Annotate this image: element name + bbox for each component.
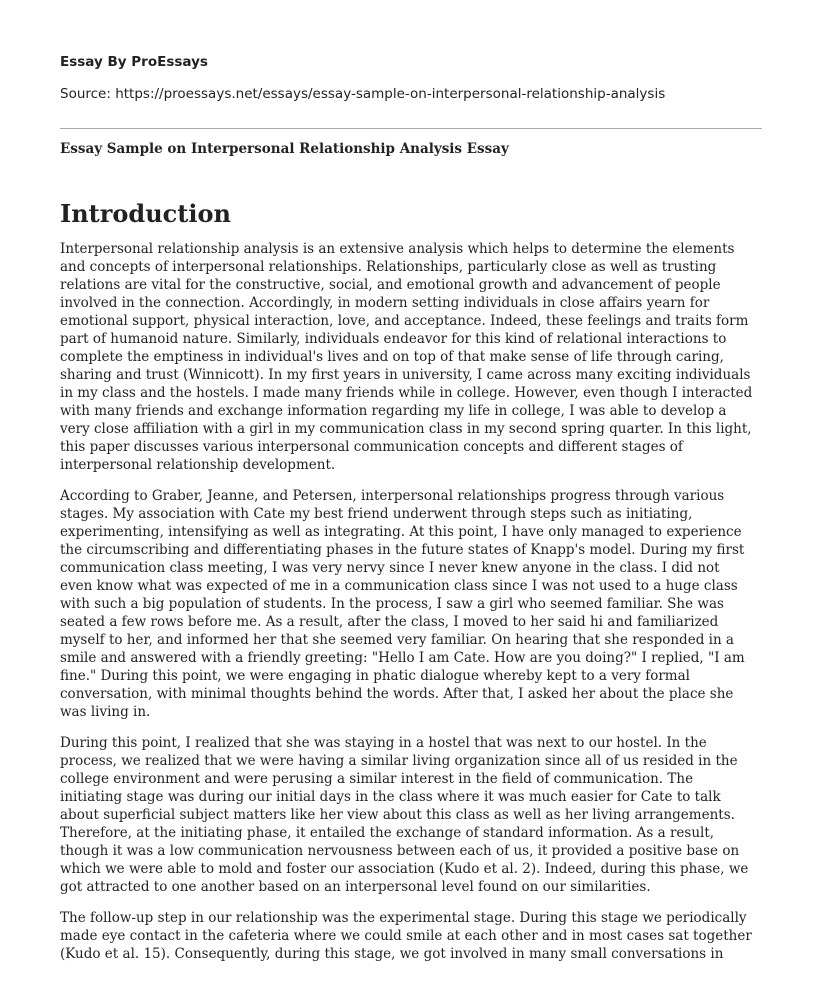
paragraph-line: Interpersonal relationship analysis is an extensive analysis which helps to determine the elements bbox=[60, 241, 735, 257]
paragraph-line: about superficial subject matters like her view about this class as well as her living arrangements. bbox=[60, 807, 735, 823]
paragraph-line: fine." During this point, we were engaging in phatic dialogue whereby kept to a very formal bbox=[60, 668, 690, 684]
paragraph bbox=[60, 909, 768, 963]
paragraph-line: with many friends and exchange information regarding my life in college, I was able to develop a bbox=[60, 403, 727, 419]
paragraph-line: emotional support, physical interaction, love, and acceptance. Indeed, these feelings and traits form bbox=[60, 313, 749, 329]
paragraph-line: with such a big population of students. In the process, I saw a girl who seemed familiar. She was bbox=[60, 596, 724, 612]
paragraph-line: very close affiliation with a girl in my communication class in my second spring quarter. In this light, bbox=[60, 421, 752, 437]
paragraph-line: in my class and the hostels. I made many friends while in college. However, even though I interacted bbox=[60, 385, 753, 401]
paragraph-line: initiating stage was during our initial days in the class where it was much easier for Cate to talk bbox=[60, 789, 721, 805]
divider bbox=[60, 128, 762, 129]
paragraph-line: During this point, I realized that she was staying in a hostel that was next to our hostel. In the bbox=[60, 735, 707, 751]
paragraph bbox=[60, 240, 768, 474]
paragraph-line: the circumscribing and differentiating phases in the future states of Knapp's model. During my first bbox=[60, 542, 745, 558]
paragraph-line: process, we realized that we were having a similar living organization since all of us resided in the bbox=[60, 753, 738, 769]
essay-title: Essay Sample on Interpersonal Relationship Analysis Essay bbox=[60, 141, 509, 157]
paragraph-line: relations are vital for the constructive, social, and emotional growth and advancement of people bbox=[60, 277, 721, 293]
byline: Essay By ProEssays bbox=[60, 54, 208, 70]
paragraph-line: The follow-up step in our relationship was the experimental stage. During this stage we periodically bbox=[60, 910, 747, 926]
paragraph-line: According to Graber, Jeanne, and Petersen, interpersonal relationships progress through various bbox=[60, 488, 725, 504]
paragraph-line: interpersonal relationship development. bbox=[60, 457, 336, 473]
paragraph-line: stages. My association with Cate my best friend underwent through steps such as initiating, bbox=[60, 506, 693, 522]
paragraph-line: part of humanoid nature. Similarly, individuals endeavor for this kind of relational interactions to bbox=[60, 331, 727, 347]
essay-body bbox=[60, 240, 768, 976]
paragraph bbox=[60, 734, 768, 896]
paragraph-line: conversation, with minimal thoughts behind the words. After that, I asked her about the place she bbox=[60, 686, 734, 702]
paragraph bbox=[60, 487, 768, 721]
paragraph-line: myself to her, and informed her that she seemed very familiar. On hearing that she responded in a bbox=[60, 632, 734, 648]
paragraph-line: got attracted to one another based on an interpersonal level found on our similarities. bbox=[60, 879, 651, 895]
paragraph-line: which we were able to mold and foster our association (Kudo et al. 2). Indeed, during this phase, we bbox=[60, 861, 749, 877]
paragraph-line: was living in. bbox=[60, 704, 151, 720]
paragraph-line: sharing and trust (Winnicott). In my first years in university, I came across many exciting individuals bbox=[60, 367, 751, 383]
paragraph-line: and concepts of interpersonal relationships. Relationships, particularly close as well as trusting bbox=[60, 259, 717, 275]
paragraph-line: this paper discusses various interpersonal communication concepts and different stages of bbox=[60, 439, 683, 455]
paragraph-line: though it was a low communication nervousness between each of us, it provided a positive base on bbox=[60, 843, 740, 859]
paragraph-line: complete the emptiness in individual's lives and on top of that make sense of life through caring, bbox=[60, 349, 724, 365]
section-heading: Introduction bbox=[60, 199, 231, 228]
paragraph-line: made eye contact in the cafeteria where we could smile at each other and in most cases sat together bbox=[60, 928, 752, 944]
paragraph-line: (Kudo et al. 15). Consequently, during this stage, we got involved in many small conversations in bbox=[60, 946, 724, 962]
paragraph-line: college environment and were perusing a similar interest in the field of communication. The bbox=[60, 771, 694, 787]
paragraph-line: communication class meeting, I was very nervy since I never knew anyone in the class. I did not bbox=[60, 560, 720, 576]
paragraph-line: Therefore, at the initiating phase, it entailed the exchange of standard information. As a result, bbox=[60, 825, 715, 841]
source-url: Source: https://proessays.net/essays/essay-sample-on-interpersonal-relationship-analysis bbox=[60, 86, 666, 102]
paragraph-line: smile and answered with a friendly greeting: "Hello I am Cate. How are you doing?" I replied, "I am bbox=[60, 650, 745, 666]
paragraph-line: experimenting, intensifying as well as integrating. At this point, I have only managed to experience bbox=[60, 524, 742, 540]
paragraph-line: involved in the connection. Accordingly, in modern setting individuals in close affairs yearn for bbox=[60, 295, 710, 311]
paragraph-line: even know what was expected of me in a communication class since I was not used to a huge class bbox=[60, 578, 738, 594]
paragraph-line: seated a few rows before me. As a result, after the class, I moved to her said hi and familiarized bbox=[60, 614, 719, 630]
